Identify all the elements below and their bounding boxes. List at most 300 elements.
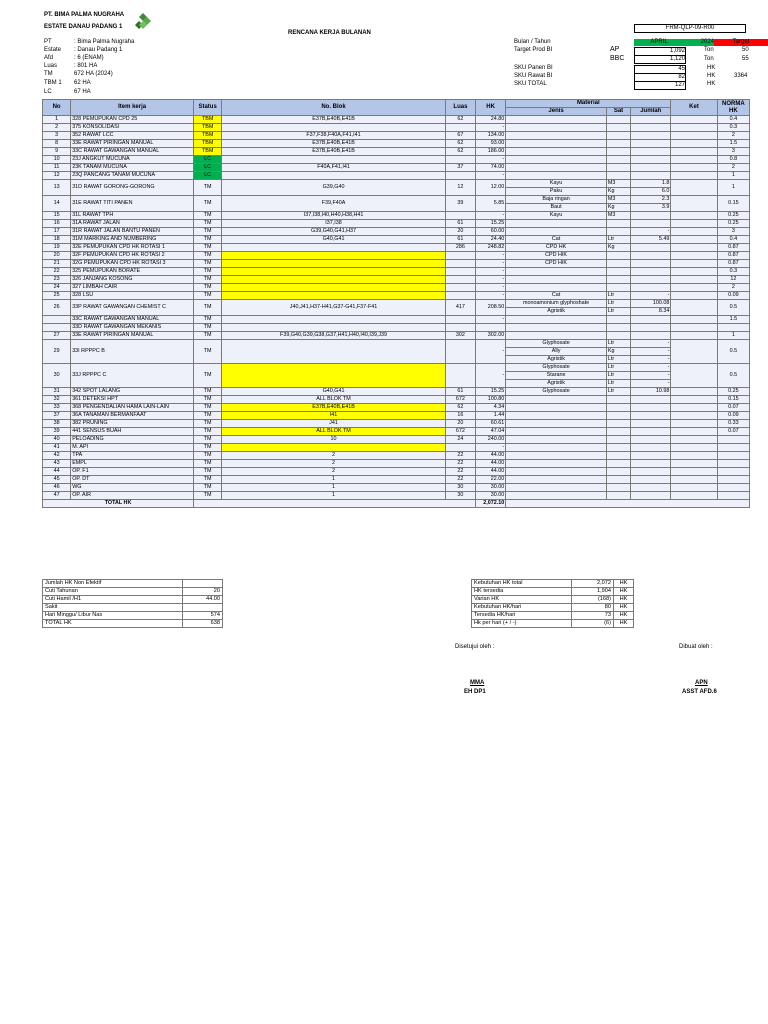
row-material-sat: Ltr	[606, 388, 630, 396]
total-row	[43, 500, 750, 508]
row-item: 328 PEMUPUKAN CPD 25	[71, 116, 194, 124]
row-ket	[671, 116, 717, 124]
row-no: 47	[43, 492, 71, 500]
row-material-jumlah: -	[631, 364, 671, 372]
row-material-jumlah	[631, 468, 671, 476]
row-no: 14	[43, 196, 71, 212]
row-item: 33P RAWAT GAWANGAN CHEMIST C	[71, 300, 194, 316]
row-hk: 74.00	[476, 164, 506, 172]
summary-right-value: 73	[572, 612, 614, 620]
row-blok: E37B,E40B,E41B	[222, 148, 446, 156]
row-material-jenis	[506, 276, 607, 284]
row-hk: 4.34	[476, 404, 506, 412]
row-material-jumlah	[631, 444, 671, 452]
row-hk: 30.00	[476, 484, 506, 492]
row-norma: 0.5	[717, 340, 749, 364]
summary-right-label: Kebutuhan HK total	[472, 580, 572, 588]
row-luas	[445, 260, 475, 268]
row-norma: 1	[717, 172, 749, 180]
row-status: TM	[194, 452, 222, 460]
row-luas: 62	[445, 404, 475, 412]
row-item: OP. DT	[71, 476, 194, 484]
row-norma: 3	[717, 228, 749, 236]
row-hk: -	[476, 316, 506, 324]
row-status: TM	[194, 292, 222, 300]
row-no: 32	[43, 396, 71, 404]
row-item: 36A TANAMAN BERMANFAAT	[71, 412, 194, 420]
row-no: 23	[43, 276, 71, 284]
row-norma: 2	[717, 164, 749, 172]
row-ket	[671, 300, 717, 316]
row-blok: 2	[222, 460, 446, 468]
row-blok: I37,I38,I40,H40,H38,H41	[222, 212, 446, 220]
company-name: PT. BIMA PALMA NUGRAHA	[44, 12, 125, 18]
row-ket	[671, 428, 717, 436]
table-row	[43, 156, 750, 164]
row-no: 13	[43, 180, 71, 196]
row-norma: 0.3	[717, 268, 749, 276]
row-material-sat: Ltr	[606, 236, 630, 244]
row-no: 31	[43, 388, 71, 396]
row-ket	[671, 324, 717, 332]
table-row	[43, 300, 750, 308]
row-material-sat: Kg	[606, 244, 630, 252]
row-hk: -	[476, 172, 506, 180]
row-ket	[671, 268, 717, 276]
row-blok: J40,J41,H37-H41,G37-G41,F37-F41	[222, 300, 446, 316]
table-row	[43, 140, 750, 148]
row-material-jenis	[506, 420, 607, 428]
row-material-jenis: Starane	[506, 372, 607, 380]
row-luas: 22	[445, 468, 475, 476]
row-norma: 0.25	[717, 212, 749, 220]
row-material-jenis	[506, 468, 607, 476]
row-no: 18	[43, 236, 71, 244]
table-row	[43, 444, 750, 452]
row-item: 33J RPPPC C	[71, 364, 194, 388]
row-material-sat	[606, 276, 630, 284]
row-material-jumlah	[631, 132, 671, 140]
row-status: TM	[194, 444, 222, 452]
row-item: 31E RAWAT TITI PANEN	[71, 196, 194, 212]
row-material-jenis: Baja ringan	[506, 196, 607, 204]
table-row	[43, 172, 750, 180]
row-material-sat: Ltr	[606, 364, 630, 372]
row-status: TBM	[194, 148, 222, 156]
row-no: 33	[43, 404, 71, 412]
row-ket	[671, 412, 717, 420]
summary-left-value	[183, 604, 223, 612]
table-row	[43, 132, 750, 140]
row-material-jenis	[506, 220, 607, 228]
summary-right-label: Varian HK	[472, 596, 572, 604]
row-ket	[671, 452, 717, 460]
row-luas: 22	[445, 452, 475, 460]
row-material-sat: M3	[606, 180, 630, 188]
row-hk: -	[476, 260, 506, 268]
row-material-jumlah: -	[631, 380, 671, 388]
row-item: 32F PEMUPUKAN CPD HK ROTASI 2	[71, 252, 194, 260]
row-material-jenis	[506, 404, 607, 412]
row-blok: I41	[222, 412, 446, 420]
summary-right-value: (168)	[572, 596, 614, 604]
summary-left-label: Cuti Hamil /H1	[43, 596, 183, 604]
row-status: TM	[194, 412, 222, 420]
row-status: TM	[194, 340, 222, 364]
row-blok: 1	[222, 484, 446, 492]
tahun-value: 2024	[684, 39, 714, 46]
row-norma: 0.07	[717, 428, 749, 436]
row-hk: 134.00	[476, 132, 506, 140]
row-hk: -	[476, 124, 506, 132]
bulan-value: APRIL	[634, 39, 684, 46]
row-material-jenis: Paku	[506, 188, 607, 196]
row-status: TM	[194, 284, 222, 292]
row-material-jenis	[506, 332, 607, 340]
row-material-jenis: Agristik	[506, 308, 607, 316]
approver-title: MMA	[470, 680, 485, 686]
row-blok	[222, 244, 446, 252]
row-material-sat	[606, 164, 630, 172]
row-hk: -	[476, 364, 506, 388]
row-luas	[445, 340, 475, 364]
row-norma: 0.3	[717, 124, 749, 132]
row-luas: 417	[445, 300, 475, 316]
table-row	[43, 284, 750, 292]
made-label: Dibuat oleh :	[679, 644, 713, 650]
row-status: TM	[194, 324, 222, 332]
row-material-jumlah	[631, 436, 671, 444]
row-material-jumlah	[631, 276, 671, 284]
row-ket	[671, 132, 717, 140]
row-status: TM	[194, 300, 222, 316]
summary-right-value: 1,904	[572, 588, 614, 596]
summary-left-label: Hari Minggu/ Libur Nas	[43, 612, 183, 620]
table-row	[43, 244, 750, 252]
row-hk: 100.80	[476, 396, 506, 404]
col-item: Item kerja	[71, 100, 194, 116]
row-ket	[671, 484, 717, 492]
summary-right-row	[472, 604, 634, 612]
row-status: TM	[194, 316, 222, 324]
row-norma	[717, 492, 749, 500]
table-row	[43, 292, 750, 300]
row-status: TBM	[194, 116, 222, 124]
row-material-sat	[606, 268, 630, 276]
row-hk: 30.00	[476, 492, 506, 500]
row-luas: 22	[445, 476, 475, 484]
row-material-jumlah	[631, 164, 671, 172]
sku-panen-label: SKU Panen BI	[514, 65, 553, 71]
row-material-jumlah	[631, 220, 671, 228]
row-no: 19	[43, 244, 71, 252]
row-ket	[671, 220, 717, 228]
row-material-sat: Kg	[606, 204, 630, 212]
row-item: 342 SPOT LALANG	[71, 388, 194, 396]
row-norma	[717, 436, 749, 444]
summary-left-value	[183, 580, 223, 588]
row-item: OP. F1	[71, 468, 194, 476]
row-luas: 12	[445, 180, 475, 196]
row-material-jumlah	[631, 404, 671, 412]
row-status: TM	[194, 468, 222, 476]
row-blok: G40,G41	[222, 388, 446, 396]
info-tbm-value: 62 HA	[74, 80, 91, 86]
summary-right-value: 2,072	[572, 580, 614, 588]
row-material-jumlah: -	[631, 340, 671, 348]
row-ket	[671, 244, 717, 252]
row-item: 33I RPPPC B	[71, 340, 194, 364]
row-material-sat: Ltr	[606, 300, 630, 308]
row-material-sat	[606, 476, 630, 484]
col-sat: Sat	[606, 108, 630, 116]
row-material-jenis: monoamonium glyphoshate	[506, 300, 607, 308]
summary-left-label: Jumlah HK Non Efektif	[43, 580, 183, 588]
row-ket	[671, 196, 717, 212]
table-row	[43, 316, 750, 324]
row-luas: 302	[445, 332, 475, 340]
row-blok	[222, 364, 446, 388]
row-status: TM	[194, 396, 222, 404]
row-norma: 3	[717, 148, 749, 156]
row-blok	[222, 268, 446, 276]
row-material-sat	[606, 396, 630, 404]
row-material-jenis	[506, 116, 607, 124]
row-material-jumlah	[631, 268, 671, 276]
summary-right-value: (6)	[572, 620, 614, 628]
sku-panen-value: 45	[634, 65, 686, 74]
row-luas: 30	[445, 484, 475, 492]
row-hk: 240.00	[476, 436, 506, 444]
summary-left-row	[43, 604, 223, 612]
row-no: 26	[43, 300, 71, 316]
row-status: LC	[194, 156, 222, 164]
bbc-label: BBC	[610, 55, 625, 62]
row-norma: 0.15	[717, 396, 749, 404]
summary-right-row	[472, 612, 634, 620]
row-item: 33C RAWAT GAWANGAN MANUAL	[71, 148, 194, 156]
summary-right-unit: HK	[614, 604, 634, 612]
row-material-sat: Kg	[606, 188, 630, 196]
row-luas: 24	[445, 436, 475, 444]
row-material-sat	[606, 316, 630, 324]
row-material-jenis	[506, 268, 607, 276]
row-item: 33C RAWAT GAWANGAN MANUAL	[71, 316, 194, 324]
row-item: 31M MARKING AND NUMBERING	[71, 236, 194, 244]
row-item: 368 PENGENDALIAN HAMA LAIN-LAIN	[71, 404, 194, 412]
row-no	[43, 324, 71, 332]
row-luas	[445, 156, 475, 164]
row-norma	[717, 468, 749, 476]
info-estate-label: Estate	[44, 47, 62, 53]
row-material-jenis: Cat	[506, 292, 607, 300]
bbc-value: 1,120	[634, 55, 686, 64]
info-afd-label: Afd	[44, 55, 54, 61]
row-material-jenis: Glyphosate	[506, 364, 607, 372]
row-norma: 0.8	[717, 156, 749, 164]
row-ket	[671, 460, 717, 468]
row-material-sat	[606, 284, 630, 292]
col-hk: HK	[476, 100, 506, 116]
row-norma: 1.5	[717, 316, 749, 324]
row-hk: -	[476, 276, 506, 284]
row-item: 23Q PANCANG TANAM MUCUNA	[71, 172, 194, 180]
row-item: 23K TANAM MUCUNA	[71, 164, 194, 172]
summary-right-row	[472, 596, 634, 604]
row-material-sat	[606, 252, 630, 260]
row-blok	[222, 172, 446, 180]
row-item: 352 RAWAT LCC	[71, 132, 194, 140]
info-tm-value: 672 HA (2024)	[74, 71, 113, 77]
row-no: 22	[43, 268, 71, 276]
summary-left-value: 20	[183, 588, 223, 596]
row-status: LC	[194, 164, 222, 172]
row-material-jumlah: 2.3	[631, 196, 671, 204]
row-blok: E37B,E40B,E41B	[222, 404, 446, 412]
row-luas	[445, 276, 475, 284]
col-status: Status	[194, 100, 222, 116]
col-jumlah: Jumlah	[631, 108, 671, 116]
row-ket	[671, 388, 717, 396]
row-material-jumlah	[631, 396, 671, 404]
row-hk: 186.00	[476, 148, 506, 156]
total-spacer-right	[506, 500, 750, 508]
row-material-jenis: CPD HIK	[506, 252, 607, 260]
summary-left-row	[43, 612, 223, 620]
row-material-jenis	[506, 484, 607, 492]
row-hk: -	[476, 212, 506, 220]
summary-right-unit: HK	[614, 580, 634, 588]
approved-label: Disetujui oleh :	[455, 644, 495, 650]
row-item: 33E RAWAT PIRINGAN MANUAL	[71, 140, 194, 148]
row-status: TM	[194, 388, 222, 396]
table-row	[43, 364, 750, 372]
row-material-jenis: Kayu	[506, 212, 607, 220]
row-luas	[445, 212, 475, 220]
row-hk: -	[476, 292, 506, 300]
row-material-sat	[606, 132, 630, 140]
row-no: 44	[43, 468, 71, 476]
row-hk: 248.82	[476, 244, 506, 252]
bbc-unit: Ton	[704, 56, 714, 62]
row-hk: 208.50	[476, 300, 506, 316]
row-material-jenis	[506, 452, 607, 460]
row-ket	[671, 260, 717, 268]
col-ket: Ket	[671, 100, 717, 116]
row-item: TPA	[71, 452, 194, 460]
target-prod-label: Target Prod BI	[514, 47, 553, 53]
bulan-label: Bulan / Tahun	[514, 39, 551, 45]
row-ket	[671, 476, 717, 484]
row-ket	[671, 164, 717, 172]
info-lc-value: 67 HA	[74, 89, 91, 95]
table-row	[43, 332, 750, 340]
row-luas: 39	[445, 196, 475, 212]
row-hk: -	[476, 340, 506, 364]
row-luas	[445, 252, 475, 260]
row-status: TM	[194, 196, 222, 212]
row-no: 39	[43, 428, 71, 436]
row-material-jenis: Cat	[506, 236, 607, 244]
row-status: TM	[194, 364, 222, 388]
col-jenis: Jenis	[506, 108, 607, 116]
document-page	[42, 8, 768, 695]
row-material-sat	[606, 436, 630, 444]
row-status: LC	[194, 172, 222, 180]
row-blok: 2	[222, 452, 446, 460]
row-ket	[671, 180, 717, 196]
sku-rawat-unit: HK	[707, 73, 716, 79]
row-luas: 37	[445, 164, 475, 172]
row-luas: 20	[445, 420, 475, 428]
row-material-jenis	[506, 156, 607, 164]
row-material-jumlah: -	[631, 228, 671, 236]
row-material-sat: Ltr	[606, 292, 630, 300]
row-material-jumlah	[631, 260, 671, 268]
col-norma: NORMA HK	[717, 100, 749, 116]
row-luas: 62	[445, 140, 475, 148]
work-plan-table	[42, 99, 750, 508]
doc-title: RENCANA KERJA BULANAN	[288, 30, 371, 36]
table-row	[43, 340, 750, 348]
row-material-jumlah: -	[631, 292, 671, 300]
row-material-jenis	[506, 140, 607, 148]
table-row	[43, 236, 750, 244]
row-no: 2	[43, 124, 71, 132]
row-material-jumlah	[631, 172, 671, 180]
summary-right-unit: HK	[614, 596, 634, 604]
row-material-jenis: Baut	[506, 204, 607, 212]
row-material-jenis: Glyphosate	[506, 388, 607, 396]
row-material-jumlah	[631, 148, 671, 156]
row-no: 45	[43, 476, 71, 484]
row-blok	[222, 156, 446, 164]
row-material-jenis: CPD HIK	[506, 260, 607, 268]
row-luas: 672	[445, 428, 475, 436]
table-row	[43, 436, 750, 444]
row-item: 31R RAWAT JALAN BANTU PANEN	[71, 228, 194, 236]
row-hk: 24.40	[476, 236, 506, 244]
row-ket	[671, 228, 717, 236]
row-item: 31A RAWAT JALAN	[71, 220, 194, 228]
row-blok	[222, 292, 446, 300]
row-material-jumlah	[631, 212, 671, 220]
row-material-sat	[606, 260, 630, 268]
approver-name: EH DP1	[464, 689, 486, 695]
table-row	[43, 412, 750, 420]
row-ket	[671, 492, 717, 500]
table-row	[43, 324, 750, 332]
row-blok: ALL BLOK TM	[222, 428, 446, 436]
row-material-jenis: Agristik	[506, 380, 607, 388]
row-blok: F40A,F41,I41	[222, 164, 446, 172]
row-blok	[222, 444, 446, 452]
row-norma	[717, 324, 749, 332]
summary-right-unit: HK	[614, 612, 634, 620]
row-material-jenis	[506, 476, 607, 484]
row-material-sat: Ltr	[606, 308, 630, 316]
row-material-jumlah: 1.8	[631, 180, 671, 188]
table-row	[43, 428, 750, 436]
row-material-jenis	[506, 324, 607, 332]
row-luas: 16	[445, 412, 475, 420]
row-material-jenis	[506, 444, 607, 452]
row-luas: 62	[445, 116, 475, 124]
row-item: 361 DETEKSI HPT	[71, 396, 194, 404]
row-material-sat	[606, 172, 630, 180]
row-status: TM	[194, 220, 222, 228]
table-row	[43, 116, 750, 124]
